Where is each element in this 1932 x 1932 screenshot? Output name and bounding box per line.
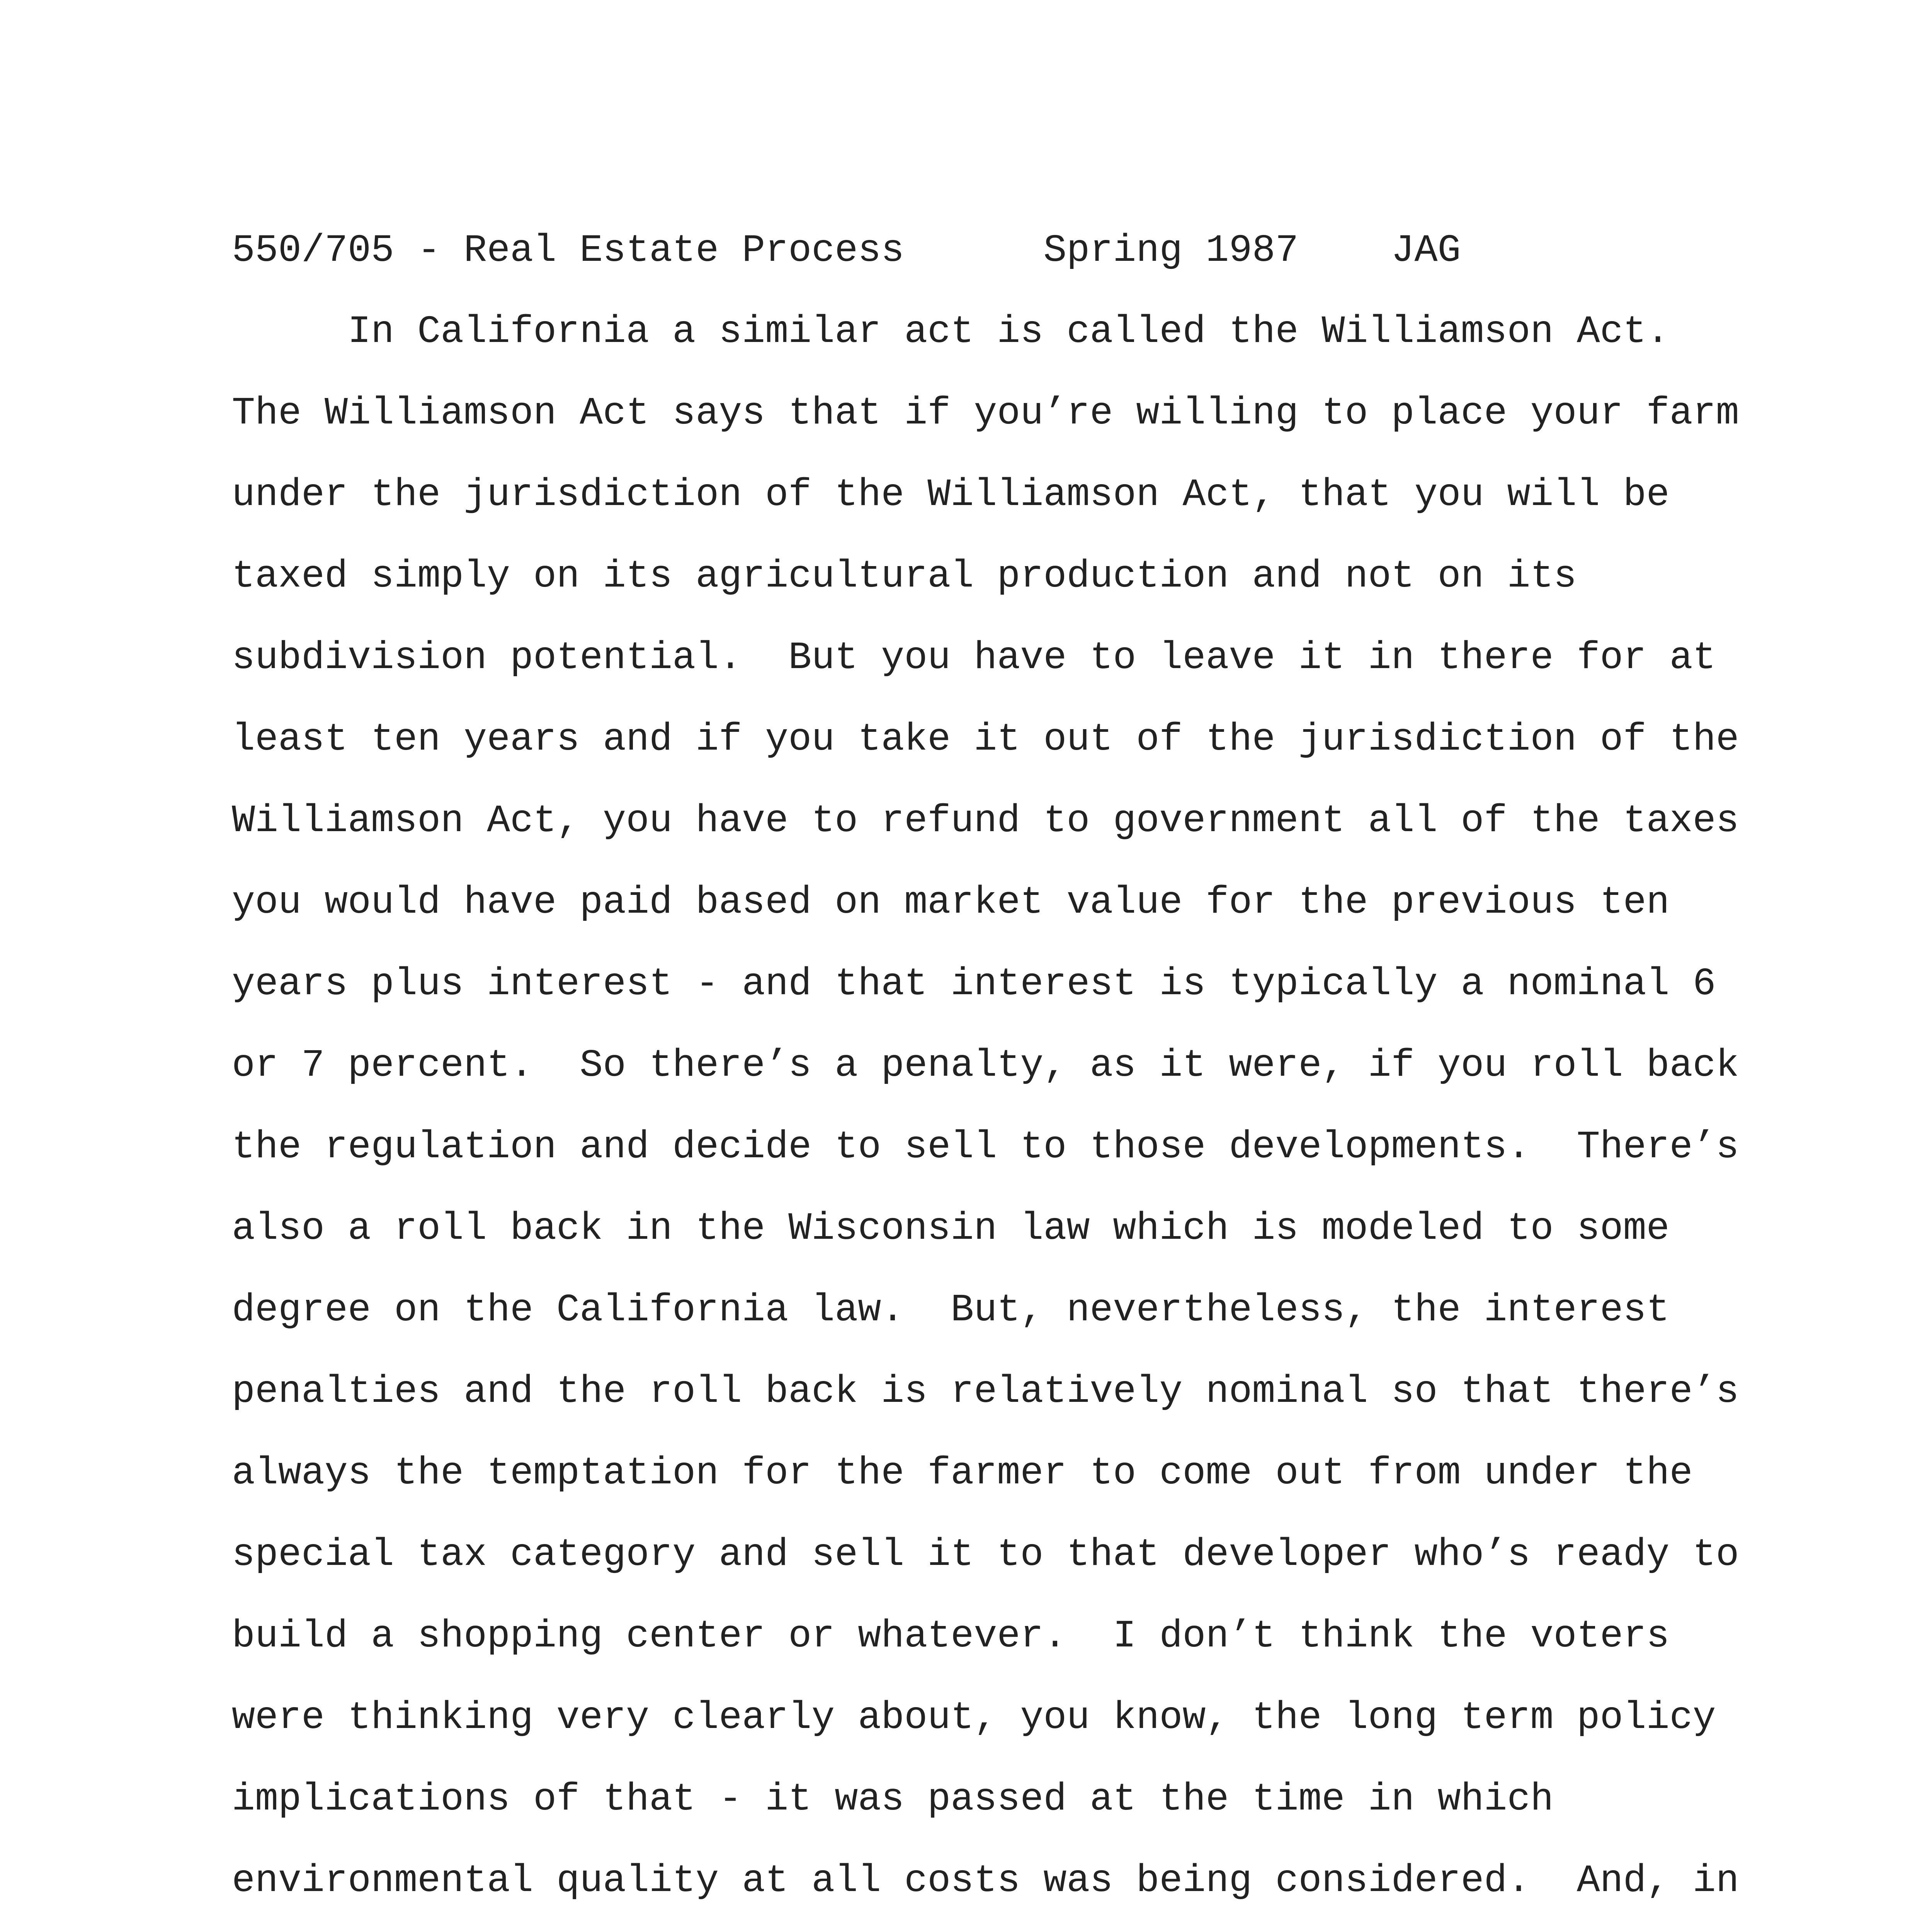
text-line: years plus interest - and that interest is typically a nominal 6 [232,963,1716,1006]
term: Spring 1987 [1043,229,1299,273]
text-line: The Williamson Act says that if you’re willing to place your farm [232,392,1739,435]
text-line: environmental quality at all costs was being considered. And, in [232,1859,1739,1903]
transcript-body [232,309,1777,1932]
text-line: subdivision potential. But you have to leave it in there for at [232,636,1716,680]
text-line: penalties and the roll back is relatively nominal so that there’s [232,1370,1739,1414]
text-line: were thinking very clearly about, you know, the long term policy [232,1696,1716,1740]
text-line: build a shopping center or whatever. I don’t think the voters [232,1615,1670,1658]
text-line: Williamson Act, you have to refund to government all of the taxes [232,799,1739,843]
text-line: or 7 percent. So there’s a penalty, as it were, if you roll back [232,1044,1739,1088]
text-line: always the temptation for the farmer to come out from under the [232,1452,1693,1495]
text-line: special tax category and sell it to that developer who’s ready to [232,1533,1739,1577]
text-line: In California a similar act is called the Williamson Act. [232,310,1670,354]
text-line: implications of that - it was passed at the time in which [232,1778,1554,1821]
text-line: also a roll back in the Wisconsin law which is modeled to some [232,1207,1670,1251]
author-initials: JAG [1391,229,1461,273]
text-line: least ten years and if you take it out of the jurisdiction of the [232,718,1739,762]
text-line: you would have paid based on market value for the previous ten [232,881,1670,925]
text-line: under the jurisdiction of the Williamson Act, that you will be [232,473,1670,517]
text-line: the regulation and decide to sell to those developments. There’s [232,1126,1739,1169]
text-line: taxed simply on its agricultural production and not on its [232,555,1577,599]
text-line: degree on the California law. But, nevertheless, the interest [232,1289,1670,1332]
page-header [232,228,1461,274]
course-title: 550/705 - Real Estate Process [232,229,905,273]
